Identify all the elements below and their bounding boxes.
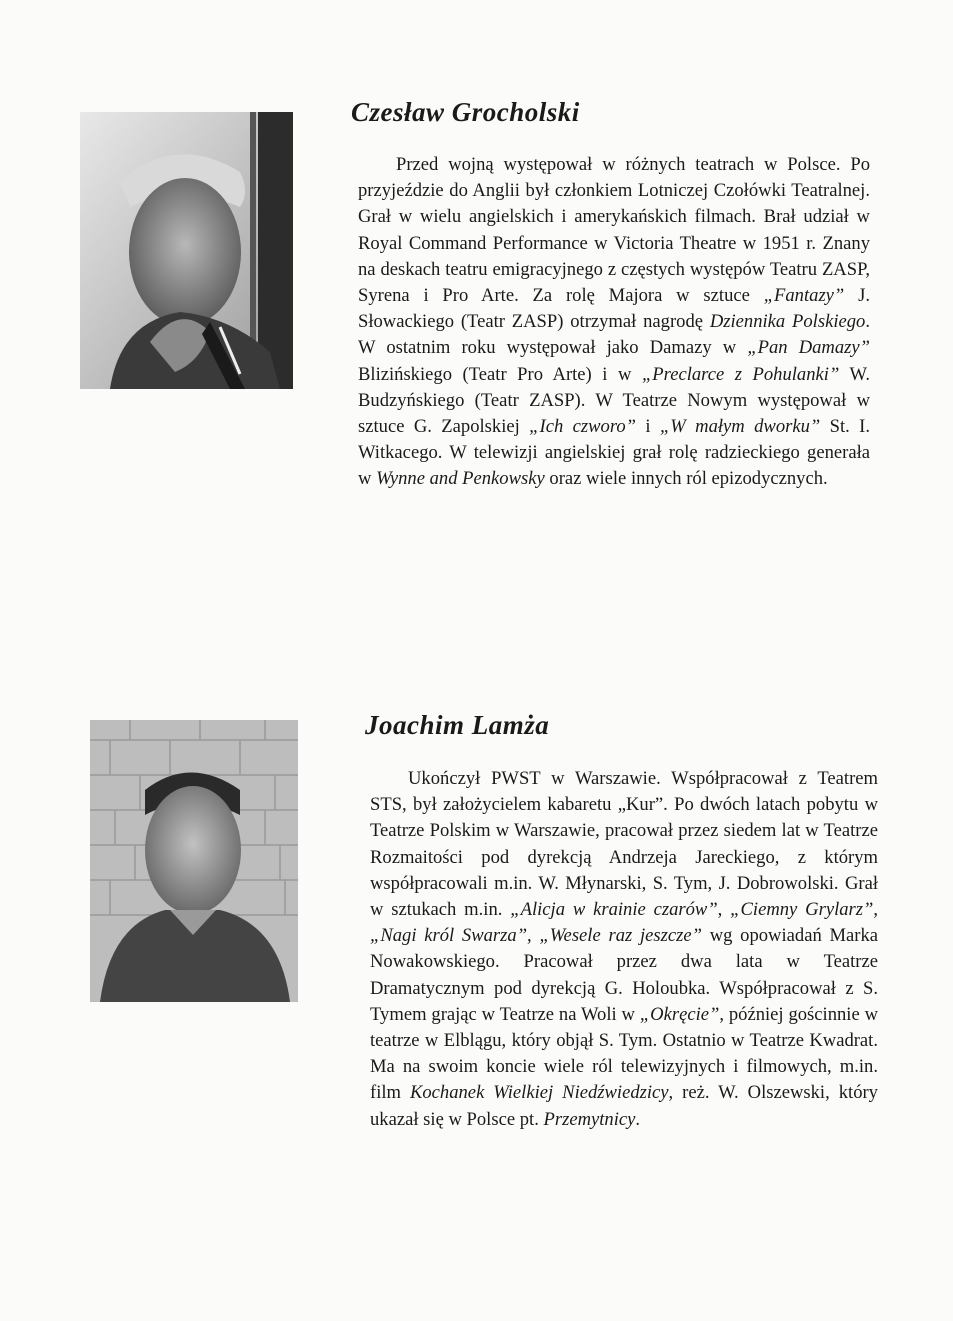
italic-title-text: „Ich czworo” [529, 416, 637, 438]
bio-text-run: i [636, 416, 660, 438]
portrait-photo-lamza [90, 720, 298, 1002]
bio-text-run: Blizińskiego (Teatr Pro Arte) i w [358, 363, 642, 385]
bio-text-run: . W ostatnim roku występował jako Damazy w [358, 311, 870, 359]
italic-title-text: „Preclarce z Pohulanki” [641, 363, 840, 385]
italic-title-text: Przemytnicy [543, 1108, 636, 1130]
italic-title-text: Dziennika Polskiego [709, 311, 866, 333]
italic-title-text: „Fantazy” [763, 285, 845, 307]
italic-title-text: „Ciemny Grylarz” [730, 899, 874, 921]
biography-grocholski [358, 152, 870, 493]
italic-title-text: „Nagi król Swarza” [370, 925, 528, 947]
bio-text-run: , [873, 899, 879, 921]
italic-title-text: „Alicja w krainie czarów” [510, 899, 718, 921]
person-name-lamza: Joachim Lamża [365, 710, 550, 740]
bio-text-run: . [635, 1108, 641, 1130]
bio-text-run: J. Słowackiego (Teatr ZASP) otrzymał nagrodę [358, 285, 870, 333]
person-name-grocholski: Czesław Grocholski [351, 97, 580, 127]
bio-text-run: Przed wojną występował w różnych teatrach w Polsce. Po przyjeździe do Anglii był członkiem Lotniczej Czołówki Teatralnej. Grał w wielu angielskich i amerykańskich filmach. Brał udział w Royal Command Performance w Victoria Theatre w 1951 r. Znany na deskach teatru emigracyjnego z częstych występów Teatru ZASP, Syrena i Pro Arte. Za rolę Majora w sztuce [358, 154, 870, 307]
portrait-image [90, 720, 298, 1002]
italic-title-text: Wynne and Penkowsky [376, 468, 545, 490]
bio-text-run: W. Budzyńskiego (Teatr ZASP). W Teatrze Nowym występował w sztuce G. Zapolskiej [358, 363, 870, 438]
bio-text-run: , reż. W. Olszewski, który ukazał się w Polsce pt. [370, 1082, 878, 1130]
italic-title-text: „Okręcie” [639, 1003, 720, 1025]
bio-text-run: , później gościnnie w teatrze w Elblągu, który objął S. Tym. Ostatnio w Teatrze Kwadrat. Ma na swoim koncie wiele ról telewizyjnych i filmowych, m.in. film [370, 1003, 879, 1104]
bio-text-run: St. I. Witkacego. W telewizji angielskiej grał rolę radzieckiego generała w [358, 416, 871, 490]
italic-title-text: „Wesele raz jeszcze” [539, 925, 702, 947]
biography-lamza [370, 766, 878, 1133]
biography-paragraph [370, 766, 878, 1133]
biography-paragraph [358, 152, 870, 493]
italic-title-text: „Pan Damazy” [747, 337, 870, 359]
bio-text-run: wg opowiadań Marka Nowakowskiego. Pracował przez dwa lata w Teatrze Dramatycznym pod dyrekcją G. Holoubka. Współpracował z S. Tymem grając w Teatrze na Woli w [370, 925, 879, 1025]
bio-text-run: Ukończył PWST w Warszawie. Współpracował z Teatrem STS, był założycielem kabaretu „Kur”. Po dwóch latach pobytu w Teatrze Polskim w Warszawie, pracował przez siedem lat w Teatrze Rozmaitości pod dyrekcją Andrzeja Jareckiego, z którym współpracowali m.in. W. Młynarski, S. Tym, J. Dobrowolski. Grał w sztukach m.in. [370, 768, 878, 921]
bio-text-run: oraz wiele innych ról epizodycznych. [544, 468, 828, 490]
bio-text-run: , [527, 925, 540, 947]
portrait-photo-grocholski [80, 112, 293, 389]
portrait-image [80, 112, 293, 389]
bio-text-run: , [717, 899, 731, 921]
italic-title-text: Kochanek Wielkiej Niedźwiedzicy [409, 1082, 669, 1104]
italic-title-text: „W małym dworku” [659, 416, 821, 438]
